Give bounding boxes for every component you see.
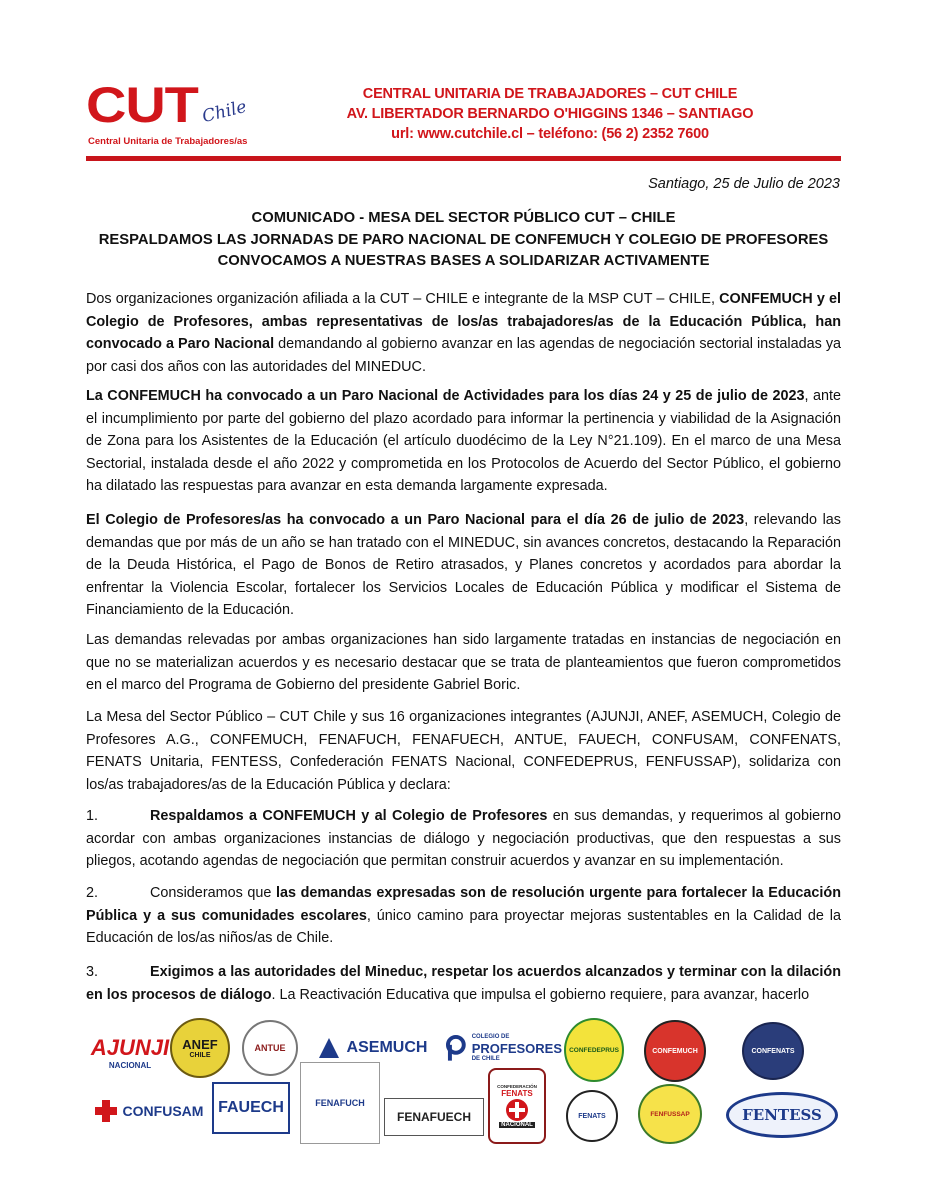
numbered-item-1 <box>86 805 841 873</box>
item-2-text-lead: Consideramos que <box>150 885 276 901</box>
antue-logo-name: ANTUE <box>254 1043 286 1053</box>
fenafuch-logo-name: FENAFUCH <box>315 1098 365 1108</box>
fenafuech-logo-name: FENAFUECH <box>397 1110 471 1124</box>
fenfussap-logo-name: FENFUSSAP <box>650 1110 690 1118</box>
logo-subtitle: Central Unitaria de Trabajadores/as <box>88 136 248 147</box>
p1-text-2: demandando al gobierno avanzar en las agendas de negociación sectorial instaladas ya por casi dos años con las autoridades del MINEDUC. <box>86 336 842 375</box>
confenats-logo <box>742 1022 804 1080</box>
org-contact: url: www.cutchile.cl – teléfono: (56 2) 2352 7600 <box>391 126 709 142</box>
colegio-logo-name: PROFESORES <box>471 1040 562 1056</box>
fentess-logo <box>726 1092 838 1138</box>
document-titles <box>86 208 841 273</box>
p1-bold: CONFEMUCH y el Colegio de Profesores, ambas representativas de los/as trabajadores/as de la Educación Pública, han convocado a Paro Nacional <box>86 291 841 352</box>
logo-wordmark: CUT <box>86 77 198 133</box>
antue-logo <box>242 1020 298 1076</box>
cut-chile-logo <box>86 77 256 152</box>
item-2-bold: las demandas expresadas son de resolución urgente para fortalecer la Educación Pública y a sus comunidades escolares <box>86 885 841 924</box>
anef-logo-sub: CHILE <box>189 1052 211 1059</box>
paragraph-3 <box>86 509 841 622</box>
fenats-cross-icon <box>505 1098 529 1122</box>
fauech-logo <box>212 1082 290 1134</box>
title-line-1: COMUNICADO - MESA DEL SECTOR PÚBLICO CUT – CHILE <box>251 210 676 226</box>
logo-chile-script: Chile <box>200 96 249 128</box>
confusam-logo <box>88 1094 208 1128</box>
confusam-logo-name: CONFUSAM <box>122 1103 204 1119</box>
colegio-profesores-p-icon <box>444 1031 468 1065</box>
fenafuech-logo <box>384 1098 484 1136</box>
anef-logo-name: ANEF <box>182 1037 218 1052</box>
item-3-bold: Exigimos a las autoridades del Mineduc, respetar los acuerdos alcanzados y terminar con la dilación en los procesos de diálogo <box>86 964 841 1003</box>
item-3-number: 3. <box>86 964 99 980</box>
p3-bold: El Colegio de Profesores/as ha convocado a un Paro Nacional para el día 26 de julio de 2023 <box>86 512 745 528</box>
confedeprus-logo <box>564 1018 624 1082</box>
confederacion-fenats-logo <box>488 1068 546 1144</box>
fenats-logo-name: FENATS <box>501 1089 533 1098</box>
p1-text: Dos organizaciones organización afiliada a la CUT – CHILE e integrante de la MSP CUT – CHILE, <box>86 291 720 307</box>
fenats-logo-sub: NACIONAL <box>501 1122 533 1128</box>
item-2-text: , único camino para proyectar mejoras sustentables en la Calidad de la Educación de los/as niños/as de Chile. <box>86 907 841 946</box>
title-line-2: RESPALDAMOS LAS JORNADAS DE PARO NACIONAL DE CONFEMUCH Y COLEGIO DE PROFESORES <box>98 231 829 248</box>
item-2-number: 2. <box>86 885 99 901</box>
ajunji-logo-name: AJUNJI <box>90 1034 170 1060</box>
paragraph-2 <box>86 385 841 498</box>
paragraph-4: Las demandas relevadas por ambas organizaciones han sido largamente tratadas en instancias de negociación en que no se materializan acuerdos y es necesario destacar que se trata de planteamientos que fueron comprometidos en el marco del Programa de Gobierno del presidente Gabriel Boric. <box>86 632 841 693</box>
colegio-profesores-logo <box>444 1026 562 1070</box>
numbered-item-3 <box>86 961 841 1006</box>
ajunji-logo-sub: NACIONAL <box>108 1060 152 1070</box>
item-1-bold: Respaldamos a CONFEMUCH y al Colegio de Profesores <box>150 808 548 824</box>
confusam-cross-icon <box>93 1098 119 1124</box>
fenfussap-logo <box>638 1084 702 1144</box>
org-name: CENTRAL UNITARIA DE TRABAJADORES – CUT CHILE <box>362 86 738 102</box>
document-date: Santiago, 25 de Julio de 2023 <box>648 176 840 192</box>
title-line-3: CONVOCAMOS A NUESTRAS BASES A SOLIDARIZAR ACTIVAMENTE <box>217 253 710 269</box>
letterhead-info <box>330 84 770 144</box>
paragraph-5: La Mesa del Sector Público – CUT Chile y sus 16 organizaciones integrantes (AJUNJI, ANEF, ASEMUCH, Colegio de Profesores A.G., CONFEMUCH, FENAFUCH, FENAFUECH, ANTUE, FAUECH, CONFUSAM, CONFENATS, FENATS Unitaria, FENTESS, Confederación FENATS Nacional, CONFEDEPRUS, FENFUSSAP), solidariza con los/as trabajadores/as de la Educación Pública y declara: <box>86 709 841 793</box>
p2-text: , ante el incumplimiento por parte del gobierno del plazo acordado para informar la pertinencia y viabilidad de la Asignación de Zona para los Asistentes de la Educación (el artículo duodécimo de la Ley N°21.109). En el marco de una Mesa Sectorial, instalada desde el año 2022 y comprometida en los Protocolos de Acuerdo del Sector Público, el gobierno ha dilatado las respuestas para avanzar en esta demanda largamente expresada. <box>86 388 841 494</box>
colegio-logo-top: COLEGIO DE <box>471 1033 510 1040</box>
p2-bold: La CONFEMUCH ha convocado a un Paro Nacional de Actividades para los días 24 y 25 de julio de 2023 <box>86 388 805 404</box>
asemuch-logo-name: ASEMUCH <box>346 1039 428 1056</box>
item-3-text: . La Reactivación Educativa que impulsa el gobierno requiere, para avanzar, hacerlo <box>271 986 810 1003</box>
p3-text: , relevando las demandas que por más de un año se han tratado con el MINEDUC, sin avances concretos, destacando la Reparación de la Deuda Histórica, el Pago de Bonos de Retiro atrasados, y Planes concretos y acordados para abordar la enfrentar la Violencia Escolar, fortalecer los Servicios Locales de Educación Pública y modificar el Sistema de Financiamiento de la Educación. <box>86 512 841 618</box>
fenats-logo-top: CONFEDERACIÓN <box>497 1084 537 1089</box>
fenats-unitaria-logo <box>566 1090 618 1142</box>
header-divider <box>86 156 841 161</box>
ajunji-logo <box>90 1022 170 1082</box>
confedeprus-logo-name: CONFEDEPRUS <box>569 1046 619 1054</box>
confemuch-logo <box>644 1020 706 1082</box>
org-address: AV. LIBERTADOR BERNARDO O'HIGGINS 1346 – SANTIAGO <box>346 106 754 122</box>
confenats-logo-name: CONFENATS <box>751 1047 795 1055</box>
paragraph-1 <box>86 288 841 378</box>
numbered-item-2 <box>86 882 841 950</box>
item-1-text: en sus demandas, y requerimos al gobierno acordar con ambas organizaciones instancias de diálogo y negociación productivas, que den respuestas a sus pliegos, acotando agendas de negociación que permitan construir acuerdos y avanzar en su implementación. <box>86 808 841 869</box>
colegio-logo-sub: DE CHILE <box>471 1055 500 1062</box>
anef-logo <box>170 1018 230 1078</box>
fenafuch-logo <box>300 1062 380 1144</box>
fenats-unitaria-logo-name: FENATS <box>578 1112 606 1120</box>
fentess-logo-name: FENTESS <box>742 1106 822 1124</box>
item-1-number: 1. <box>86 808 99 824</box>
confemuch-logo-name: CONFEMUCH <box>652 1047 698 1055</box>
fauech-logo-name: FAUECH <box>218 1099 284 1116</box>
asemuch-emblem-icon <box>315 1034 343 1062</box>
